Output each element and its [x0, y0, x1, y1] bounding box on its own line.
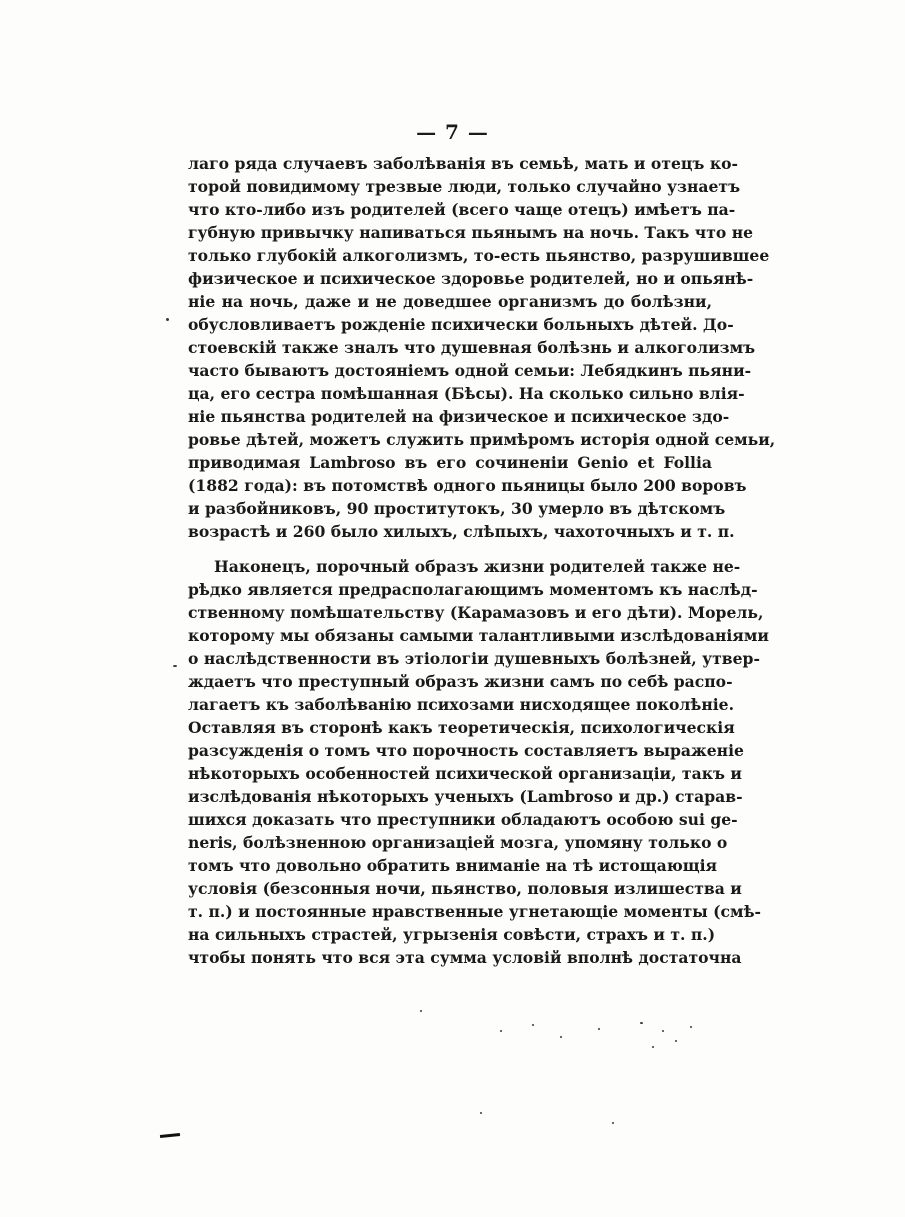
text-line: ніе пьянства родителей на физическое и психическое здо- [188, 407, 730, 426]
text-line: чтобы понять что вся эта сумма условій вполнѣ достаточна [188, 948, 742, 967]
scan-speck [652, 1046, 654, 1048]
text-line: только глубокій алкоголизмъ, то-есть пьянство, разрушившее [188, 246, 770, 265]
body-text [188, 152, 776, 969]
text-line: возрастѣ и 260 было хилыхъ, слѣпыхъ, чахоточныхъ и т. п. [188, 522, 735, 541]
text-line: что кто-либо изъ родителей (всего чаще отецъ) имѣетъ па- [188, 200, 736, 219]
scan-speck [500, 1030, 502, 1032]
text-line: ца, его сестра помѣшанная (Бѣсы). На сколько сильно влія- [188, 384, 745, 403]
scan-speck [420, 1010, 422, 1012]
text-line: рѣдко является предрасполагающимъ моментомъ къ наслѣд- [188, 580, 758, 599]
text-line: ждаетъ что преступный образъ жизни самъ по себѣ распо- [188, 672, 733, 691]
text-line: обусловливаетъ рожденіе психически больныхъ дѣтей. До- [188, 315, 734, 334]
text-line: изслѣдованія нѣкоторыхъ ученыхъ (Lambroso и др.) старав- [188, 787, 743, 806]
text-line: условія (безсонныя ночи, пьянство, половыя излишества и [188, 879, 742, 898]
text-line: которому мы обязаны самыми талантливыми изслѣдованіями [188, 626, 769, 645]
text-line: т. п.) и постоянные нравственные угнетающіе моменты (смѣ- [188, 902, 762, 921]
text-line: физическое и психическое здоровье родителей, но и опьянѣ- [188, 269, 754, 288]
scan-speck [480, 1112, 482, 1114]
text-line: разсужденія о томъ что порочность составляетъ выраженіе [188, 741, 744, 760]
scan-speck [173, 665, 177, 667]
text-line: и разбойниковъ, 90 проститутокъ, 30 умерло въ дѣтскомъ [188, 499, 726, 518]
text-line: о наслѣдственности въ этіологіи душевныхъ болѣзней, утвер- [188, 649, 760, 668]
text-line: ровье дѣтей, можетъ служить примѣромъ исторія одной семьи, [188, 430, 776, 449]
text-line: томъ что довольно обратить вниманіе на тѣ истощающія [188, 856, 718, 875]
text-line: стоевскій также зналъ что душевная болѣзнь и алкоголизмъ [188, 338, 756, 357]
scan-speck [675, 1040, 677, 1042]
page-number: — 7 — [416, 120, 489, 144]
text-line: neris, болѣзненною организаціей мозга, упомяну только о [188, 833, 728, 852]
scan-speck [690, 1026, 692, 1028]
text-line: губную привычку напиваться пьянымъ на ночь. Такъ что не [188, 223, 754, 242]
text-line: лаго ряда случаевъ заболѣванія въ семьѣ, мать и отецъ ко- [188, 154, 738, 173]
scan-speck [598, 1028, 600, 1030]
scan-speck [612, 1122, 614, 1124]
scan-speck [640, 1022, 643, 1024]
scan-mark [160, 1133, 180, 1138]
scan-speck [166, 318, 169, 321]
text-line: приводимая Lambroso въ его сочиненіи Genio et Follia [188, 453, 712, 472]
scan-speck [560, 1036, 562, 1038]
text-line: лагаетъ къ заболѣванію психозами нисходящее поколѣніе. [188, 695, 735, 714]
paragraph-gap [188, 543, 712, 555]
text-line: нѣкоторыхъ особенностей психической организаціи, такъ и [188, 764, 742, 783]
text-line: Оставляя въ сторонѣ какъ теоретическія, психологическія [188, 718, 735, 737]
paragraph-1 [188, 152, 776, 543]
paragraph-2 [188, 555, 769, 969]
scan-speck [662, 1030, 664, 1032]
text-line: на сильныхъ страстей, угрызенія совѣсти, страхъ и т. п.) [188, 925, 716, 944]
scan-speck [532, 1024, 534, 1026]
text-line: (1882 года): въ потомствѣ одного пьяницы было 200 воровъ [188, 476, 747, 495]
text-line: ніе на ночь, даже и не доведшее организмъ до болѣзни, [188, 292, 712, 311]
text-line: торой повидимому трезвые люди, только случайно узнаетъ [188, 177, 741, 196]
text-line: ственному помѣшательству (Карамазовъ и его дѣти). Морель, [188, 603, 764, 622]
text-line: шихся доказать что преступники обладаютъ особою sui ge- [188, 810, 738, 829]
text-line: Наконецъ, порочный образъ жизни родителей также не- [214, 557, 741, 576]
text-line: часто бываютъ достояніемъ одной семьи: Лебядкинъ пьяни- [188, 361, 752, 380]
